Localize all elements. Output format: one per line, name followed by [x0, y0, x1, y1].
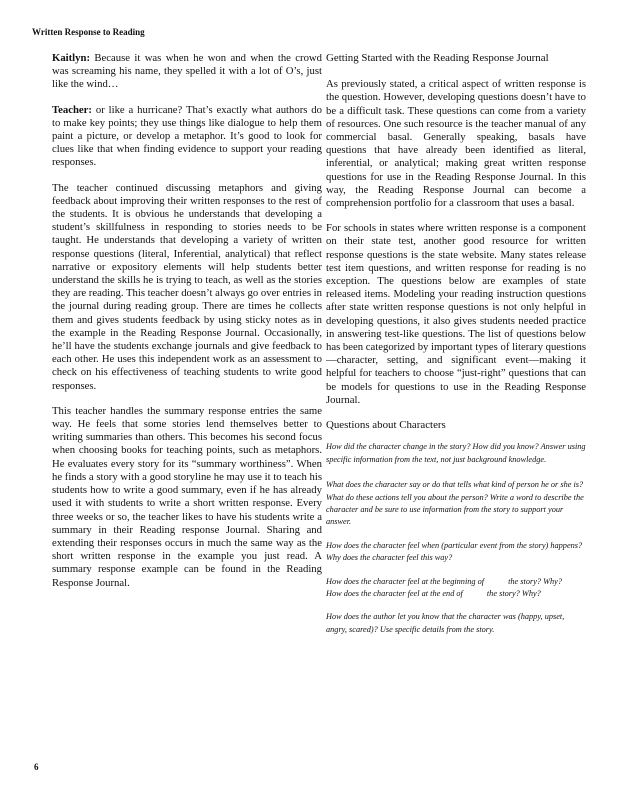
dialogue-text: or like a hurricane? That’s exactly what authors do to make key points; they use things like dialogue to help them paint a picture, or develop a metaphor. It’s good to look for clues like that when finding evidence to support your reading responses. [52, 103, 322, 169]
body-paragraph: For schools in states where written response is a component on their state test, another good resource for written response questions is the state website. Many states release test item questions, and written response for reading is no exception. The questions below are examples of state released items. Modeling your reading instruction questions after state written response questions is not only helpful in developing questions, it also gives students needed practice in answering test-like questions. The list of questions below has been categorized by important types of literary questions—character, setting, and significant event—making it helpful for teachers to choose “just-right” questions that can be models for questions to use in the Reading Response Journal. [326, 222, 586, 406]
dialogue-teacher [52, 104, 322, 170]
section-heading: Getting Started with the Reading Response Journal [326, 52, 549, 64]
speaker-label: Kaitlyn: [52, 52, 91, 64]
question-text: How does the character feel at the beginning of [326, 576, 485, 586]
list-item: How does the author let you know that the character was (happy, upset, angry, scared)? Use specific details from the story. [326, 612, 565, 634]
page-number: 6 [34, 762, 39, 772]
list-item: How did the character change in the story? How did you know? Answer using specific information from the text, not just background knowledge. [326, 442, 586, 464]
question-text: the story? Why? [508, 576, 562, 586]
character-questions-list [326, 441, 586, 636]
speaker-label: Teacher: [52, 103, 92, 116]
question-text: How does the character feel at the end of [326, 588, 463, 598]
section-subheading: Questions about Characters [326, 419, 446, 432]
list-item: What does the character say or do that tells what kind of person he or she is? What do these actions tell you about the person? Write a word to describe the character and be sure to use information from the story to support your answer. [326, 480, 584, 527]
dialogue-text: Because it was when he won and when the crowd was screaming his name, they spelled it with a lot of O’s, just like the wind… [52, 52, 322, 91]
body-paragraph: The teacher continued discussing metaphors and giving feedback about improving their written responses to the rest of the students. It is obvious he understands that developing a student’s skillfulness in responding to stories needs to be taught. He understands that developing a variety of written response questions (literal, Inferential, analytical) that reflect narrative or expository elements will help students better understand the skills he is trying to teach, as well as the stories they are reading. This teacher doesn’t always go over entries in the journal during reading group. There are times he collects them and gives students feedback by using sticky notes as in the example in the Reading Response Journal. Occasionally, he’ll have the students exchange journals and give feedback to each other. He uses this independent work as an assessment to check on his effectiveness of teaching students to write good responses. [52, 181, 322, 392]
right-column [326, 52, 586, 647]
list-item: How does the character feel when (particular event from the story) happens? Why does the character feel this way? [326, 540, 583, 563]
list-item [326, 576, 586, 601]
body-paragraph: This teacher handles the summary response entries the same way. He feels that some stories lend themselves better to writing summaries than others. This becomes his second focus when choosing books for teaching points, such as metaphors. He evaluates every story for its “summary worthiness”. When he finds a story with a good storyline he may use it to teach his students how to write a good summary, even if he has already used it with students to write a short written response. Every three weeks or so, the teacher likes to have his students write a summary in their Reading response Journal. Sharing and extending their responses occurs in much the same way as the short written response in the example you just read. A summary response example can be found in the Reading Response Journal. [52, 404, 322, 589]
running-head: Written Response to Reading [32, 27, 145, 37]
question-text: the story? Why? [486, 588, 541, 598]
dialogue-kaitlyn [52, 52, 322, 92]
body-paragraph: As previously stated, a critical aspect of written response is the question. However, developing questions doesn’t have to be a difficult task. These questions can come from a variety of resources. One such resource is the teacher manual of any commercial basal. Generally speaking, basals have questions that have already been identified as literal, inferential, or analytical; making great written response questions for use in the Reading Response Journal. In this way, the Reading Response Journal can become a comprehension portfolio for a classroom that uses a basal. [326, 78, 586, 210]
left-column [52, 52, 322, 602]
